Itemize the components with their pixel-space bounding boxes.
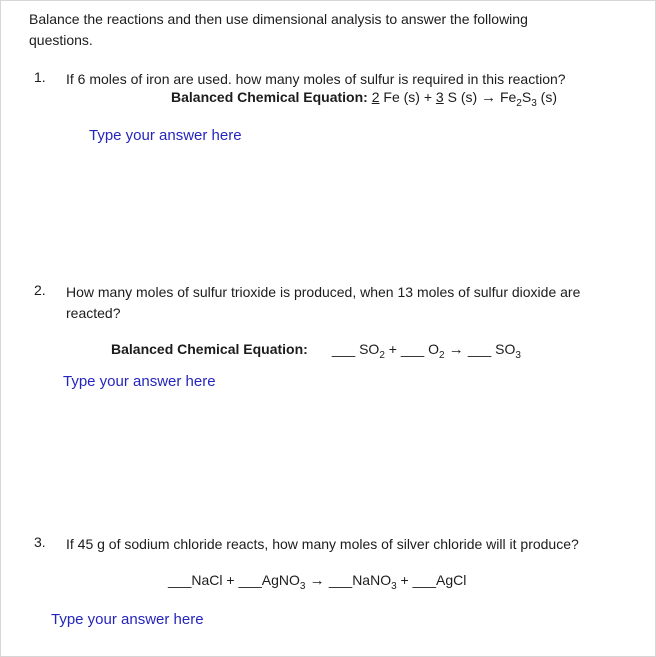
blank-line: ___ xyxy=(400,341,425,357)
question-2-number: 2. xyxy=(34,282,46,298)
formula-text: AgCl xyxy=(435,572,467,588)
subscript: 2 xyxy=(516,97,522,109)
blank-line: ___ xyxy=(328,572,353,588)
question-1-answer-prompt[interactable]: Type your answer here xyxy=(89,127,242,144)
subscript: 3 xyxy=(531,97,537,109)
question-3-equation xyxy=(168,572,467,592)
subscript: 3 xyxy=(391,580,397,592)
formula-text: O xyxy=(424,341,439,357)
blank-line: ___ xyxy=(168,572,192,588)
formula-text: S xyxy=(521,89,532,105)
equation-label: Balanced Chemical Equation: xyxy=(171,89,372,105)
equation-label: Balanced Chemical Equation: xyxy=(111,341,308,357)
question-2-text-line-1: How many moles of sulfur trioxide is produced, when 13 moles of sulfur dioxide are xyxy=(66,284,581,300)
blank-line: ___ xyxy=(467,341,492,357)
reaction-arrow-icon: → xyxy=(444,341,468,358)
formula-text: NaNO xyxy=(352,572,392,588)
question-2-answer-prompt[interactable]: Type your answer here xyxy=(63,373,216,390)
formula-text: AgNO xyxy=(261,572,300,588)
question-1-number: 1. xyxy=(34,69,46,85)
question-1-equation xyxy=(171,89,557,109)
instructions-line-1: Balance the reactions and then use dimensional analysis to answer the following xyxy=(29,11,528,27)
formula-text: + xyxy=(384,341,401,357)
question-3-text: If 45 g of sodium chloride reacts, how many moles of silver chloride will it produce? xyxy=(66,536,579,552)
blank-line: ___ xyxy=(331,341,356,357)
instructions xyxy=(29,9,528,51)
blank-line: ___ xyxy=(412,572,436,588)
question-2-text-line-2: reacted? xyxy=(66,305,121,321)
subscript: 3 xyxy=(299,580,306,592)
formula-text: S (s) xyxy=(443,89,482,105)
coefficient: 2 xyxy=(371,89,380,105)
formula-text: Fe (s) + xyxy=(379,89,436,105)
subscript: 2 xyxy=(379,349,385,361)
question-3-number: 3. xyxy=(34,534,46,550)
reaction-arrow-icon: → xyxy=(481,89,497,106)
question-2-equation xyxy=(111,341,521,361)
subscript: 2 xyxy=(438,349,445,361)
question-3-answer-prompt[interactable]: Type your answer here xyxy=(51,611,204,628)
blank-line: ___ xyxy=(238,572,262,588)
formula-text: Fe xyxy=(496,89,517,105)
formula-text: SO xyxy=(355,341,380,357)
formula-text: NaCl + xyxy=(191,572,239,588)
question-1-text: If 6 moles of iron are used. how many moles of sulfur is required in this reaction? xyxy=(66,71,566,87)
formula-text: + xyxy=(396,572,413,588)
instructions-line-2: questions. xyxy=(29,32,93,48)
coefficient: 3 xyxy=(435,89,444,105)
question-2-text xyxy=(66,282,580,324)
formula-text: (s) xyxy=(536,89,557,105)
formula-text: SO xyxy=(491,341,516,357)
subscript: 3 xyxy=(515,349,521,361)
reaction-arrow-icon: → xyxy=(305,572,329,589)
